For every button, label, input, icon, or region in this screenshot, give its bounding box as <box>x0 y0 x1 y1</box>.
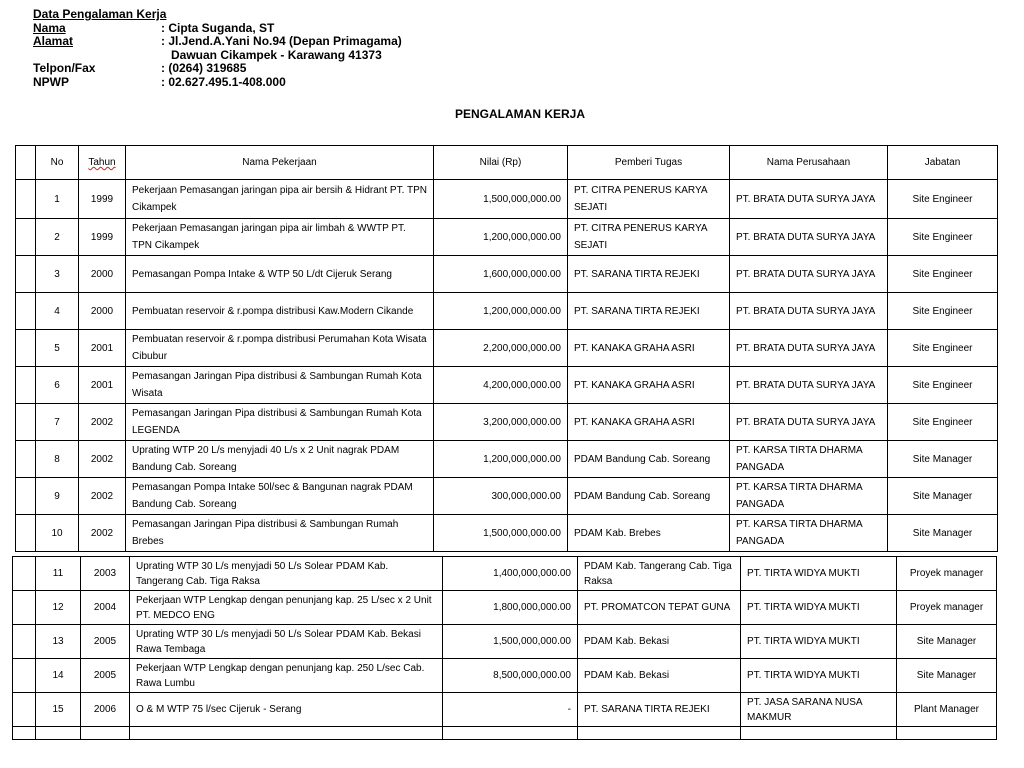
job-cell: Pekerjaan WTP Lengkap dengan penunjang kap. 25 L/sec x 2 Unit PT. MEDCO ENG <box>130 591 443 625</box>
company-cell: PT. JASA SARANA NUSA MAKMUR <box>741 693 897 727</box>
header-npwp-label: NPWP <box>33 74 69 89</box>
value-cell: 1,200,000,000.00 <box>434 293 568 330</box>
no-cell: 7 <box>36 404 79 441</box>
company-cell: PT. TIRTA WIDYA MUKTI <box>741 625 897 659</box>
company-cell: PT. TIRTA WIDYA MUKTI <box>741 659 897 693</box>
client-cell: PT. CITRA PENERUS KARYA SEJATI <box>568 219 730 256</box>
margin-cell <box>16 180 36 219</box>
table-row <box>13 625 997 659</box>
client-cell: PDAM Kab. Brebes <box>568 515 730 552</box>
table-row <box>16 293 998 330</box>
header-npwp-value: : 02.627.495.1-408.000 <box>161 74 286 89</box>
margin-cell <box>16 219 36 256</box>
empty-cell <box>13 727 36 740</box>
header-name-label: Nama <box>33 20 66 35</box>
job-cell: Uprating WTP 30 L/s menyjadi 50 L/s Solear PDAM Kab. Tangerang Cab. Tiga Raksa <box>130 557 443 591</box>
company-cell: PT. TIRTA WIDYA MUKTI <box>741 557 897 591</box>
client-cell: PT. SARANA TIRTA REJEKI <box>568 256 730 293</box>
position-cell: Proyek manager <box>897 591 997 625</box>
client-cell: PDAM Kab. Bekasi <box>578 659 741 693</box>
margin-cell <box>16 441 36 478</box>
no-cell: 9 <box>36 478 79 515</box>
table-header-row <box>16 146 998 180</box>
position-cell: Site Engineer <box>888 219 998 256</box>
company-cell: PT. KARSA TIRTA DHARMA PANGADA <box>730 515 888 552</box>
col-header-no: No <box>36 146 79 180</box>
header-address-value-2: Dawuan Cikampek - Karawang 41373 <box>171 47 382 62</box>
client-cell: PT. PROMATCON TEPAT GUNA <box>578 591 741 625</box>
value-cell: 300,000,000.00 <box>434 478 568 515</box>
year-cell: 2001 <box>79 367 126 404</box>
year-cell: 2005 <box>81 625 130 659</box>
year-cell: 2002 <box>79 404 126 441</box>
year-cell: 2004 <box>81 591 130 625</box>
company-cell: PT. BRATA DUTA SURYA JAYA <box>730 367 888 404</box>
value-cell: 8,500,000,000.00 <box>443 659 578 693</box>
position-cell: Site Engineer <box>888 256 998 293</box>
header-name-row <box>33 22 402 36</box>
job-cell: Pekerjaan Pemasangan jaringan pipa air bersih & Hidrant PT. TPN Cikampek <box>126 180 434 219</box>
year-cell: 2002 <box>79 515 126 552</box>
experience-table <box>15 145 998 552</box>
col-header-position: Jabatan <box>888 146 998 180</box>
margin-cell <box>16 404 36 441</box>
no-cell: 14 <box>36 659 81 693</box>
year-cell: 1999 <box>79 180 126 219</box>
header-phone-value: : (0264) 319685 <box>161 61 247 75</box>
job-cell: Pekerjaan WTP Lengkap dengan penunjang kap. 250 L/sec Cab. Rawa Lumbu <box>130 659 443 693</box>
table-row <box>16 180 998 219</box>
value-cell: 3,200,000,000.00 <box>434 404 568 441</box>
client-cell: PDAM Kab. Bekasi <box>578 625 741 659</box>
empty-cell <box>578 727 741 740</box>
margin-cell <box>13 693 36 727</box>
empty-cell <box>130 727 443 740</box>
header-address-value: : Jl.Jend.A.Yani No.94 (Depan Primagama) <box>161 34 402 48</box>
client-cell: PDAM Bandung Cab. Soreang <box>568 441 730 478</box>
table-row <box>16 219 998 256</box>
table-tail-row <box>13 727 997 740</box>
no-cell: 1 <box>36 180 79 219</box>
value-cell: 4,200,000,000.00 <box>434 367 568 404</box>
no-cell: 3 <box>36 256 79 293</box>
header-address-label-2 <box>33 49 161 63</box>
header-name-value: : Cipta Suganda, ST <box>161 20 275 35</box>
year-cell: 2006 <box>81 693 130 727</box>
no-cell: 5 <box>36 330 79 367</box>
job-cell: Pemasangan Pompa Intake 50l/sec & Bangunan nagrak PDAM Bandung Cab. Soreang <box>126 478 434 515</box>
value-cell: 1,800,000,000.00 <box>443 591 578 625</box>
document-header <box>33 8 402 89</box>
no-cell: 10 <box>36 515 79 552</box>
year-cell: 2002 <box>79 478 126 515</box>
table-row <box>13 693 997 727</box>
year-cell: 2002 <box>79 441 126 478</box>
job-cell: Pemasangan Jaringan Pipa distribusi & Sambungan Rumah Brebes <box>126 515 434 552</box>
margin-header-cell <box>16 146 36 180</box>
job-cell: Pemasangan Pompa Intake & WTP 50 L/dt Cijeruk Serang <box>126 256 434 293</box>
header-title: Data Pengalaman Kerja <box>33 7 167 21</box>
header-address-row-2 <box>33 49 402 63</box>
no-cell: 11 <box>36 557 81 591</box>
empty-cell <box>81 727 130 740</box>
table-row <box>16 330 998 367</box>
table-row <box>16 256 998 293</box>
year-cell: 2000 <box>79 256 126 293</box>
client-cell: PDAM Kab. Tangerang Cab. Tiga Raksa <box>578 557 741 591</box>
empty-cell <box>897 727 997 740</box>
position-cell: Plant Manager <box>897 693 997 727</box>
position-cell: Site Engineer <box>888 330 998 367</box>
margin-cell <box>16 330 36 367</box>
margin-cell <box>16 478 36 515</box>
company-cell: PT. BRATA DUTA SURYA JAYA <box>730 404 888 441</box>
position-cell: Site Engineer <box>888 293 998 330</box>
empty-cell <box>443 727 578 740</box>
client-cell: PDAM Bandung Cab. Soreang <box>568 478 730 515</box>
company-cell: PT. BRATA DUTA SURYA JAYA <box>730 180 888 219</box>
document-title: PENGALAMAN KERJA <box>455 107 586 121</box>
company-cell: PT. KARSA TIRTA DHARMA PANGADA <box>730 441 888 478</box>
year-cell: 2001 <box>79 330 126 367</box>
margin-cell <box>16 367 36 404</box>
no-cell: 15 <box>36 693 81 727</box>
margin-cell <box>16 515 36 552</box>
table-row <box>13 591 997 625</box>
empty-cell <box>741 727 897 740</box>
header-title-row <box>33 8 402 22</box>
no-cell: 13 <box>36 625 81 659</box>
empty-cell <box>36 727 81 740</box>
company-cell: PT. BRATA DUTA SURYA JAYA <box>730 330 888 367</box>
margin-cell <box>13 591 36 625</box>
company-cell: PT. TIRTA WIDYA MUKTI <box>741 591 897 625</box>
no-cell: 12 <box>36 591 81 625</box>
position-cell: Site Manager <box>888 441 998 478</box>
position-cell: Site Manager <box>888 478 998 515</box>
position-cell: Site Engineer <box>888 180 998 219</box>
position-cell: Site Engineer <box>888 367 998 404</box>
no-cell: 4 <box>36 293 79 330</box>
job-cell: Uprating WTP 30 L/s menyjadi 50 L/s Solear PDAM Kab. Bekasi Rawa Tembaga <box>130 625 443 659</box>
margin-cell <box>16 293 36 330</box>
col-header-client: Pemberi Tugas <box>568 146 730 180</box>
table-row <box>16 367 998 404</box>
col-header-year: Tahun <box>79 146 126 180</box>
header-address-row <box>33 35 402 49</box>
company-cell: PT. KARSA TIRTA DHARMA PANGADA <box>730 478 888 515</box>
col-header-job: Nama Pekerjaan <box>126 146 434 180</box>
header-phone-label: Telpon/Fax <box>33 61 96 75</box>
job-cell: Pekerjaan Pemasangan jaringan pipa air limbah & WWTP PT. TPN Cikampek <box>126 219 434 256</box>
job-cell: Pemasangan Jaringan Pipa distribusi & Sambungan Rumah Kota LEGENDA <box>126 404 434 441</box>
year-cell: 2000 <box>79 293 126 330</box>
job-cell: Pembuatan reservoir & r.pompa distribusi Kaw.Modern Cikande <box>126 293 434 330</box>
no-cell: 2 <box>36 219 79 256</box>
company-cell: PT. BRATA DUTA SURYA JAYA <box>730 219 888 256</box>
company-cell: PT. BRATA DUTA SURYA JAYA <box>730 256 888 293</box>
position-cell: Site Manager <box>897 659 997 693</box>
position-cell: Proyek manager <box>897 557 997 591</box>
job-cell: O & M WTP 75 l/sec Cijeruk - Serang <box>130 693 443 727</box>
table-row <box>13 557 997 591</box>
client-cell: PT. SARANA TIRTA REJEKI <box>578 693 741 727</box>
job-cell: Pembuatan reservoir & r.pompa distribusi Perumahan Kota Wisata Cibubur <box>126 330 434 367</box>
col-header-company: Nama Perusahaan <box>730 146 888 180</box>
year-cell: 1999 <box>79 219 126 256</box>
value-cell: 1,400,000,000.00 <box>443 557 578 591</box>
experience-table-continued <box>12 556 997 740</box>
value-cell: 1,500,000,000.00 <box>434 180 568 219</box>
table-row <box>13 659 997 693</box>
client-cell: PT. SARANA TIRTA REJEKI <box>568 293 730 330</box>
position-cell: Site Engineer <box>888 404 998 441</box>
header-phone-row <box>33 62 402 76</box>
margin-cell <box>13 659 36 693</box>
value-cell: 1,200,000,000.00 <box>434 441 568 478</box>
table-row <box>16 515 998 552</box>
value-cell: 1,200,000,000.00 <box>434 219 568 256</box>
value-cell: - <box>443 693 578 727</box>
job-cell: Uprating WTP 20 L/s menyjadi 40 L/s x 2 Unit nagrak PDAM Bandung Cab. Soreang <box>126 441 434 478</box>
value-cell: 1,600,000,000.00 <box>434 256 568 293</box>
margin-cell <box>13 625 36 659</box>
client-cell: PT. CITRA PENERUS KARYA SEJATI <box>568 180 730 219</box>
table-row <box>16 404 998 441</box>
position-cell: Site Manager <box>897 625 997 659</box>
table-row <box>16 478 998 515</box>
header-npwp-row <box>33 76 402 90</box>
no-cell: 6 <box>36 367 79 404</box>
margin-cell <box>13 557 36 591</box>
no-cell: 8 <box>36 441 79 478</box>
margin-cell <box>16 256 36 293</box>
value-cell: 1,500,000,000.00 <box>443 625 578 659</box>
value-cell: 2,200,000,000.00 <box>434 330 568 367</box>
client-cell: PT. KANAKA GRAHA ASRI <box>568 404 730 441</box>
table-row <box>16 441 998 478</box>
client-cell: PT. KANAKA GRAHA ASRI <box>568 330 730 367</box>
value-cell: 1,500,000,000.00 <box>434 515 568 552</box>
year-cell: 2005 <box>81 659 130 693</box>
position-cell: Site Manager <box>888 515 998 552</box>
header-address-label: Alamat <box>33 34 74 48</box>
company-cell: PT. BRATA DUTA SURYA JAYA <box>730 293 888 330</box>
job-cell: Pemasangan Jaringan Pipa distribusi & Sambungan Rumah Kota Wisata <box>126 367 434 404</box>
year-cell: 2003 <box>81 557 130 591</box>
col-header-value: Nilai (Rp) <box>434 146 568 180</box>
client-cell: PT. KANAKA GRAHA ASRI <box>568 367 730 404</box>
